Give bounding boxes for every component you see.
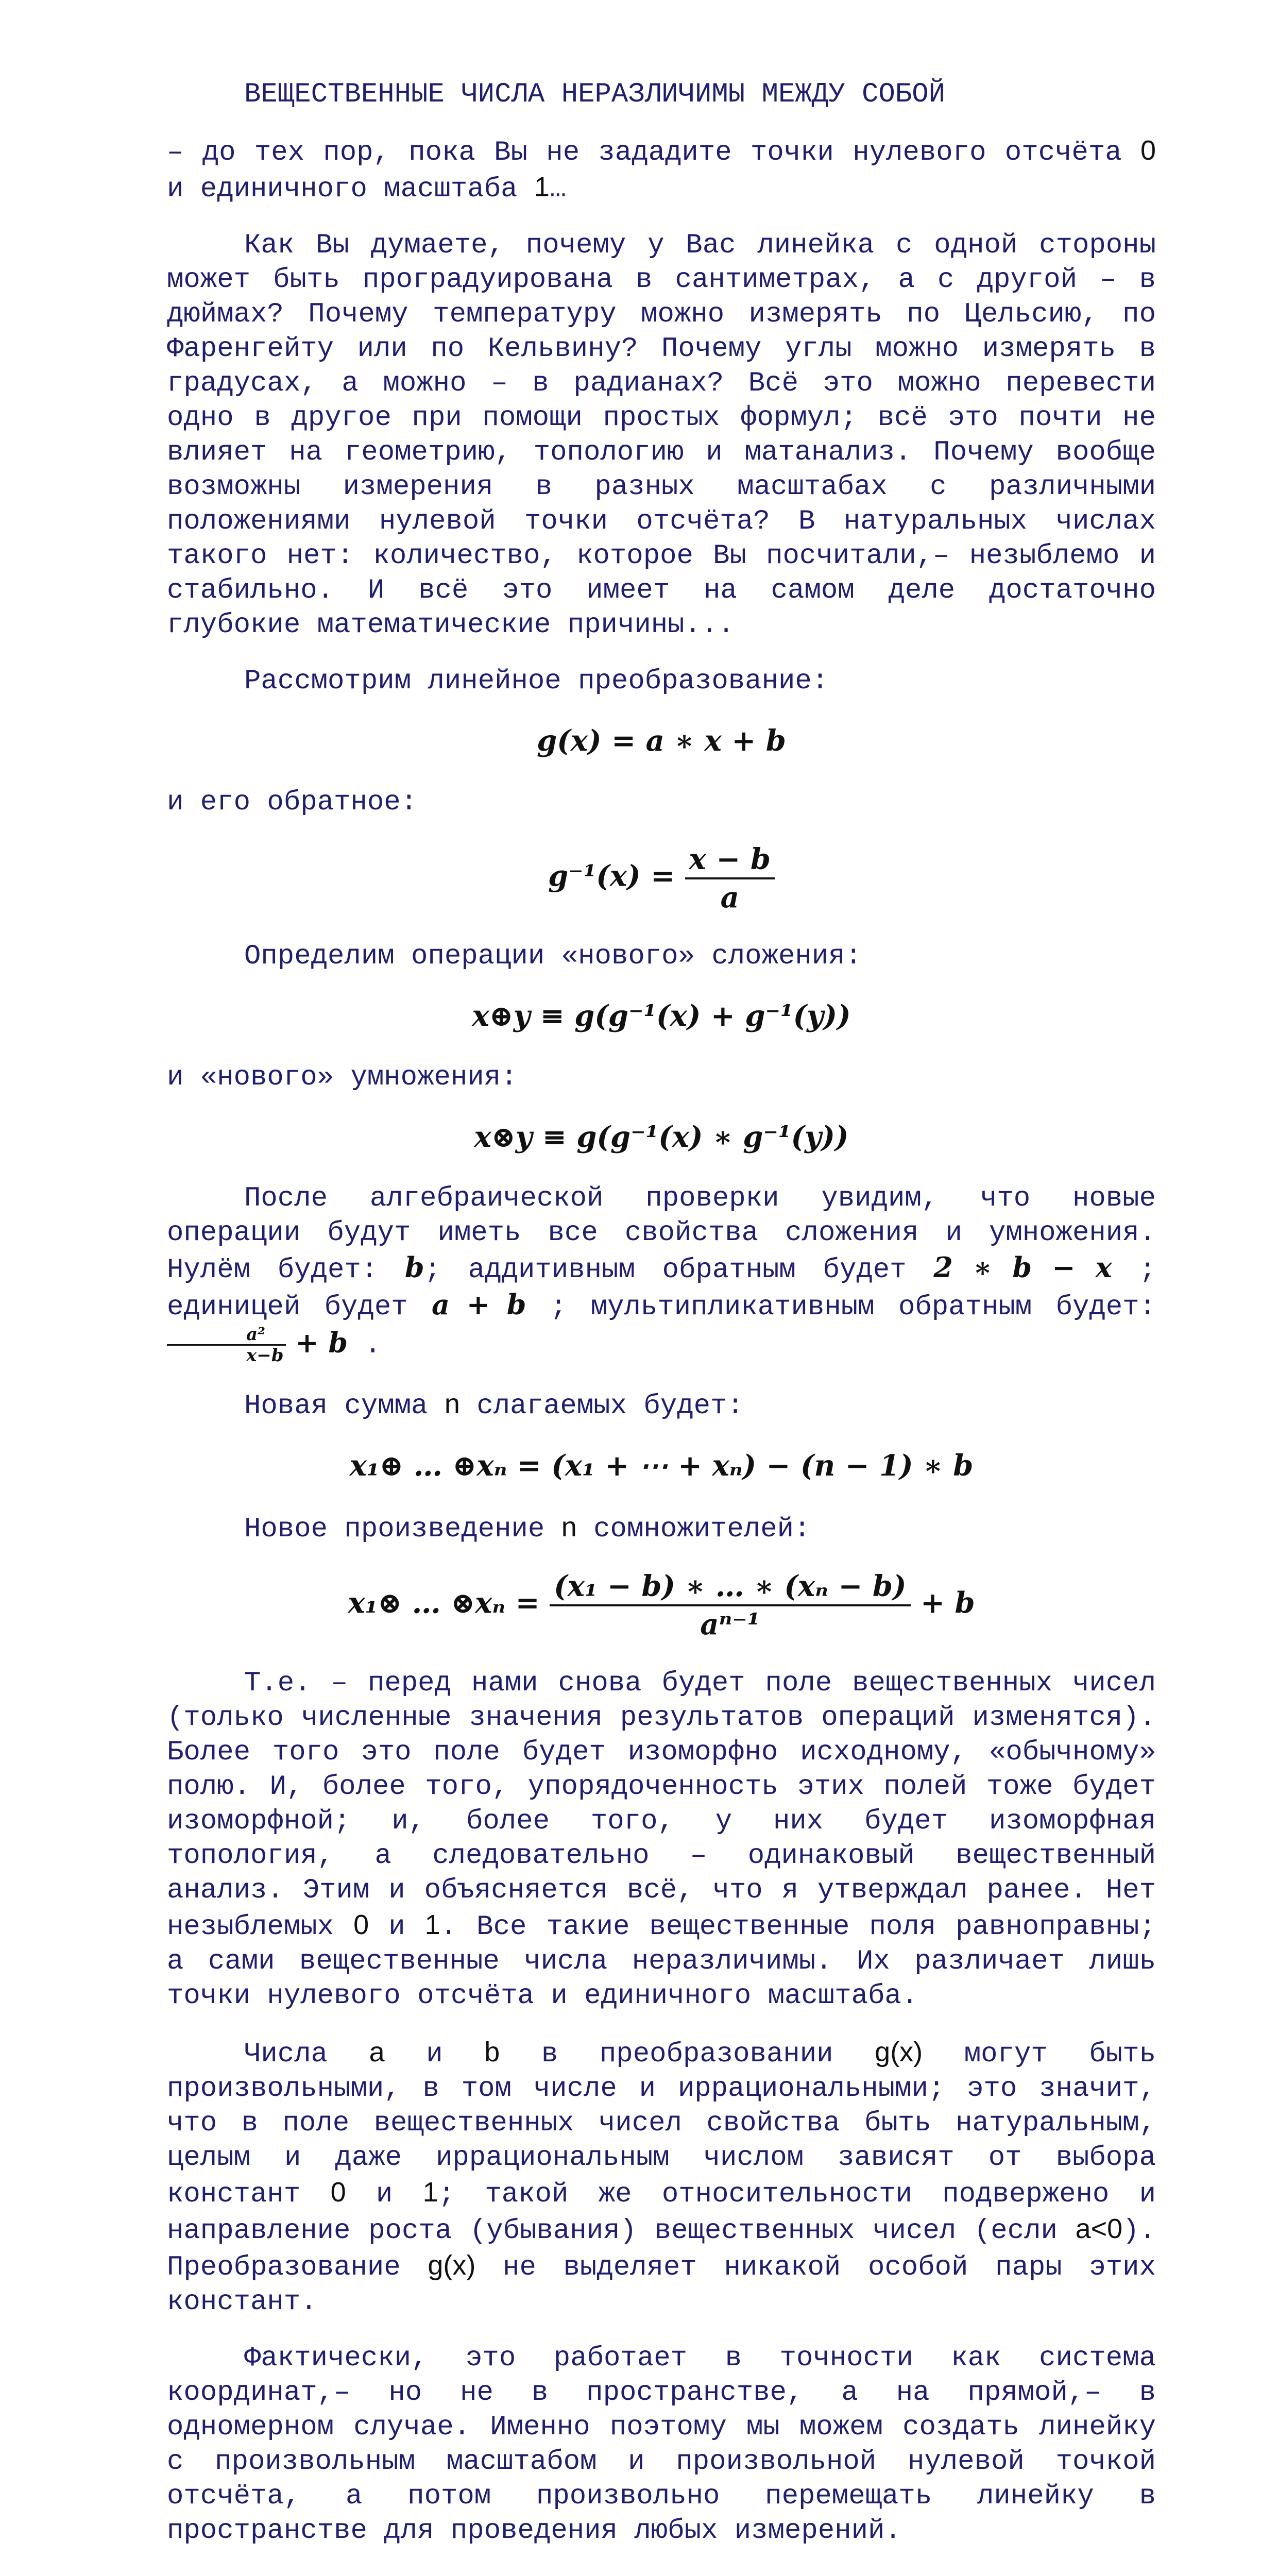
text-run: и [346, 2179, 423, 2210]
text-run: Т.е. – перед нами снова будет поле вещественных чисел (только численные значения результатов операций изменятся). Более того это поле будет изоморфно исходному, «обычному» полю. И, более того, упорядоченность этих полей тоже будет изоморфной; и, более того, у них будет изоморфная топология, а следовательно – одинаковый вещественный анализ. Этим и объясняется всё, что я утверждал ранее. Нет незыблемых [167, 1668, 1156, 1943]
n-symbol: n [561, 1512, 577, 1543]
paragraph-constants [167, 2035, 1156, 2319]
multiplicative-inverse-fraction [167, 1325, 286, 1365]
g-function: g(x) [428, 2250, 476, 2281]
fraction-numerator: a² [167, 1325, 286, 1346]
one-symbol: 1 [424, 1909, 440, 1940]
zero-symbol: 0 [353, 1909, 369, 1940]
paragraph-isomorphism [167, 1666, 1156, 2013]
text-run: сомножителей: [576, 1514, 811, 1545]
fraction-denominator: aⁿ⁻¹ [700, 1607, 760, 1641]
text-run: и [384, 2039, 485, 2070]
fraction-numerator: (x₁ − b) ∗ … ∗ (xₙ − b) [550, 1568, 910, 1606]
n-symbol: n [444, 1388, 460, 1419]
text-run: ; такой же относительности подвержено и направление роста (убывания) вещественных чисел (если [167, 2179, 1156, 2247]
paragraph-inverse: и его обратное: [167, 787, 418, 818]
formula-inverse [167, 841, 1156, 916]
fraction [685, 841, 775, 916]
text-run: После алгебраической проверки увидим, что новые операции будут иметь все свойства сложения и умножения. Нулём будет: [167, 1183, 1156, 1286]
formula-lhs: g⁻¹(x) = [548, 859, 685, 893]
zero-symbol: 0 [330, 2177, 346, 2208]
zero-symbol: 0 [1140, 135, 1156, 166]
text-run: – до тех пор, пока Вы не зададите точки нулевого отсчёта [167, 137, 1140, 168]
one-symbol: 1 [422, 2177, 438, 2208]
condition: a<0 [1075, 2213, 1123, 2244]
paragraph-question: Как Вы думаете, почему у Вас линейка с одной стороны может быть проградуирована в сантиметрах, а с другой – в дюймах? Почему температуру можно измерять по Цельсию, по Фаренгейту или по Кельвину? Почему углы можно измерять в градусах, а можно – в радианах? Всё это можно перевести одно в другое при помощи простых формул; всё это почти не влияет на геометрию, топологию и матанализ. Почему вообще возможны измерения в разных масштабах с различными положениями нулевой точки отсчёта? В натуральных числах такого нет: количество, которое Вы посчитали,– незыблемо и стабильно. И всё это имеет на самом деле достаточно глубокие математические причины... [167, 230, 1156, 641]
text-run: … [549, 174, 567, 205]
a-symbol: a [369, 2037, 385, 2067]
zero-element: b [404, 1251, 424, 1284]
text-run: . [348, 1329, 381, 1361]
text-run: и единичного масштаба [167, 174, 534, 205]
text-run: Новая сумма [244, 1391, 445, 1422]
paragraph-new-addition: Определим операции «нового» сложения: [244, 941, 862, 972]
text-run: могут быть произвольными, в том числе и иррациональными; это значит, что в поле вещественных чисел свойства быть натуральным, целым и даже иррациональным числом зависят от выбора констант [167, 2039, 1156, 2210]
text-run: . Все такие вещественные поля равноправны; а сами вещественные числа неразличимы. Их различает лишь точки нулевого отсчёта и единичного масштаба. [167, 1911, 1156, 2012]
fraction-numerator: x − b [685, 841, 775, 879]
formula-new-sum: x₁⊕ … ⊕xₙ = (x₁ + ⋯ + xₙ) − (n − 1) ∗ b [349, 1449, 974, 1483]
paragraph-new-sum [167, 1387, 1156, 1423]
text-run: не выделяет никакой особой пары этих констант. [167, 2252, 1156, 2318]
plus-b: + b [285, 1326, 348, 1359]
unit-element: a + b [432, 1288, 526, 1321]
text-run: ; единицей будет [167, 1255, 1156, 1323]
document-page [167, 77, 1156, 2570]
g-function: g(x) [875, 2037, 923, 2067]
text-run: Числа [244, 2039, 369, 2070]
formula-lhs: x₁⊗ … ⊗xₙ = [348, 1586, 550, 1620]
page-title: ВЕЩЕСТВЕННЫЕ ЧИСЛА НЕРАЗЛИЧИМЫ МЕЖДУ СОБОЙ [244, 79, 946, 110]
formula-new-addition: x⊕y ≡ g(g⁻¹(x) + g⁻¹(y)) [472, 999, 851, 1033]
paragraph-new-product [167, 1510, 1156, 1547]
one-symbol: 1 [534, 172, 550, 202]
paragraph-new-multiplication: и «нового» умножения: [167, 1062, 518, 1093]
fraction-denominator: x−b [246, 1345, 284, 1366]
fraction [550, 1568, 910, 1642]
b-symbol: b [484, 2037, 500, 2067]
paragraph-linear-transform: Рассмотрим линейное преобразование: [244, 666, 829, 697]
text-run: Новое произведение [244, 1514, 561, 1545]
formula-new-multiplication: x⊗y ≡ g(g⁻¹(x) ∗ g⁻¹(y)) [474, 1120, 849, 1154]
text-run: ). Преобразование [167, 2215, 1156, 2283]
additive-inverse: 2 ∗ b − x [933, 1251, 1112, 1284]
text-run: ; мультипликативным обратным будет: [526, 1292, 1156, 1323]
text-run: в преобразовании [500, 2039, 875, 2070]
paragraph-coordinates: Фактически, это работает в точности как система координат,– но не в пространстве, а на прямой,– в одномерном случае. Именно поэтому мы можем создать линейку с произвольным масштабом и произвольной нулевой точкой отсчёта, а потом произвольно перемещать линейку в пространстве для проведения любых измерений. [167, 2343, 1156, 2547]
formula-linear-transform: g(x) = a ∗ x + b [537, 724, 786, 758]
paragraph-properties [167, 1181, 1156, 1365]
paragraph-intro [167, 133, 1156, 207]
formula-rhs: + b [910, 1586, 975, 1620]
text-run: слагаемых будет: [459, 1391, 744, 1422]
formula-new-product [167, 1568, 1156, 1642]
text-run: и [369, 1911, 425, 1943]
fraction-denominator: a [720, 880, 739, 914]
text-run: ; аддитивным обратным будет [424, 1255, 934, 1286]
